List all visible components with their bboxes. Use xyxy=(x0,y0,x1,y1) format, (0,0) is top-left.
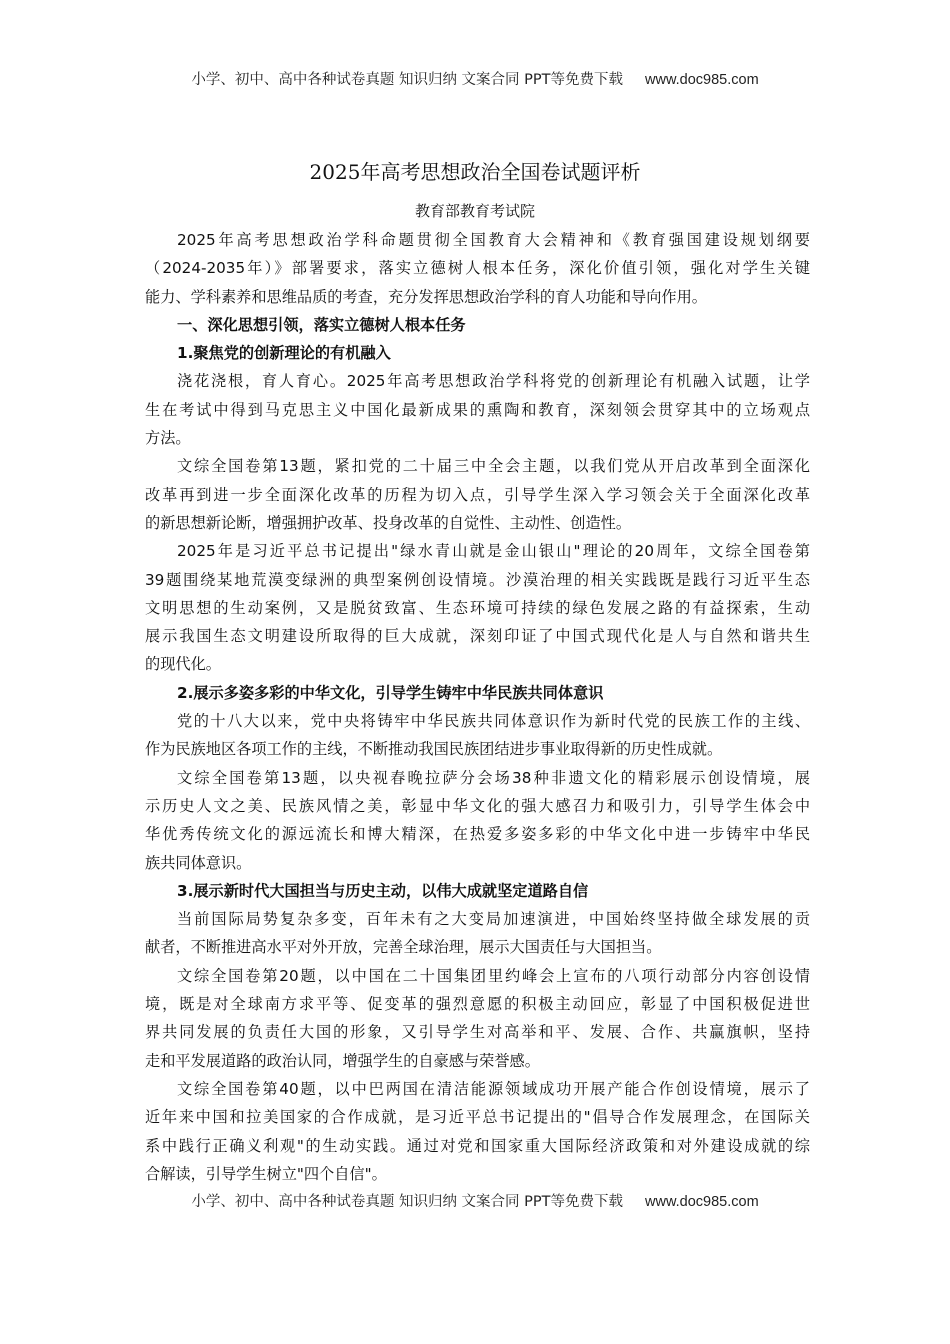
paragraph xyxy=(145,226,810,311)
paragraph xyxy=(145,764,810,877)
paragraph xyxy=(145,367,810,452)
text-line: 的现代化。 xyxy=(145,655,221,674)
page-footer xyxy=(0,1190,950,1211)
text-line: 合解读，引导学生树立"四个自信"。 xyxy=(145,1164,387,1183)
text-line: 文明思想的生动案例，又是脱贫致富、生态环境可持续的绿色发展之路的有益探索，生动 xyxy=(145,598,810,617)
text-line: 文综全国卷第13题，紧扣党的二十届三中全会主题，以我们党从开启改革到全面深化 xyxy=(177,457,810,476)
section-heading xyxy=(145,339,810,367)
text-line: 华优秀传统文化的源远流长和博大精深，在热爱多姿多彩的中华文化中进一步铸牢中华民 xyxy=(145,825,810,844)
document-title: 2025年高考思想政治全国卷试题评析 xyxy=(309,160,641,184)
text-line: 族共同体意识。 xyxy=(145,853,252,872)
text-line: 浇花浇根，育人育心。2025年高考思想政治学科将党的创新理论有机融入试题，让学 xyxy=(177,372,810,391)
text-line: 示历史人文之美、民族风情之美，彰显中华文化的强大感召力和吸引力，引导学生体会中 xyxy=(145,796,810,815)
footer-text: 小学、初中、高中各种试卷真题 知识归纳 文案合同 PPT等免费下载 xyxy=(191,1194,624,1210)
text-line: 2.展示多姿多彩的中华文化，引导学生铸牢中华民族共同体意识 xyxy=(177,683,604,702)
text-line: 系中践行正确义利观"的生动实践。通过对党和国家重大国际经济政策和对外建设成就的综 xyxy=(145,1136,810,1155)
text-line: 方法。 xyxy=(145,429,191,448)
text-line: 作为民族地区各项工作的主线，不断推动我国民族团结进步事业取得新的历史性成就。 xyxy=(145,740,723,759)
text-line: （2024-2035年）》部署要求，落实立德树人根本任务，深化价值引领，强化对学生关键 xyxy=(145,259,810,278)
document-body xyxy=(145,226,810,1188)
text-line: 展示我国生态文明建设所取得的巨大成就，深刻印证了中国式现代化是人与自然和谐共生 xyxy=(145,627,810,646)
paragraph xyxy=(145,1075,810,1188)
text-line: 2025年是习近平总书记提出"绿水青山就是金山银山"理论的20周年，文综全国卷第 xyxy=(177,542,810,561)
text-line: 党的十八大以来，党中央将铸牢中华民族共同体意识作为新时代党的民族工作的主线、 xyxy=(177,712,810,731)
text-line: 改革再到进一步全面深化改革的历程为切入点，引导学生深入学习领会关于全面深化改革 xyxy=(145,485,810,504)
text-line: 一、深化思想引领，落实立德树人根本任务 xyxy=(177,315,466,334)
paragraph xyxy=(145,537,810,678)
paragraph xyxy=(145,905,810,962)
text-line: 当前国际局势复杂多变，百年未有之大变局加速演进，中国始终坚持做全球发展的贡 xyxy=(177,910,810,929)
text-line: 文综全国卷第40题，以中巴两国在清洁能源领域成功开展产能合作创设情境，展示了 xyxy=(177,1079,810,1098)
text-line: 39题围绕某地荒漠变绿洲的典型案例创设情境。沙漠治理的相关实践既是践行习近平生态 xyxy=(145,570,810,589)
paragraph xyxy=(145,707,810,764)
header-url[interactable]: www.doc985.com xyxy=(645,72,759,88)
text-line: 文综全国卷第13题，以央视春晚拉萨分会场38种非遗文化的精彩展示创设情境，展 xyxy=(177,768,810,787)
text-line: 1.聚焦党的创新理论的有机融入 xyxy=(177,344,391,363)
text-line: 走和平发展道路的政治认同，增强学生的自豪感与荣誉感。 xyxy=(145,1051,540,1070)
text-line: 近年来中国和拉美国家的合作成就，是习近平总书记提出的"倡导合作发展理念，在国际关 xyxy=(145,1108,810,1127)
document-author: 教育部教育考试院 xyxy=(414,202,535,220)
text-line: 的新思想新论断，增强拥护改革、投身改革的自觉性、主动性、创造性。 xyxy=(145,513,631,532)
paragraph xyxy=(145,962,810,1075)
text-line: 2025年高考思想政治学科命题贯彻全国教育大会精神和《教育强国建设规划纲要 xyxy=(177,231,810,249)
page-header xyxy=(0,68,950,89)
footer-url[interactable]: www.doc985.com xyxy=(645,1194,759,1210)
text-line: 3.展示新时代大国担当与历史主动，以伟大成就坚定道路自信 xyxy=(177,881,589,900)
text-line: 文综全国卷第20题，以中国在二十国集团里约峰会上宣布的八项行动部分内容创设情 xyxy=(177,966,810,985)
text-line: 界共同发展的负责任大国的形象，又引导学生对高举和平、发展、合作、共赢旗帜，坚持 xyxy=(145,1023,810,1042)
text-line: 境，既是对全球南方求平等、促变革的强烈意愿的积极主动回应，彰显了中国积极促进世 xyxy=(145,995,810,1014)
text-line: 生在考试中得到马克思主义中国化最新成果的熏陶和教育，深刻领会贯穿其中的立场观点 xyxy=(145,400,810,419)
header-text: 小学、初中、高中各种试卷真题 知识归纳 文案合同 PPT等免费下载 xyxy=(191,72,624,88)
section-heading xyxy=(145,679,810,707)
paragraph xyxy=(145,452,810,537)
section-heading xyxy=(145,311,810,339)
text-line: 献者，不断推进高水平对外开放，完善全球治理，展示大国责任与大国担当。 xyxy=(145,938,662,957)
section-heading xyxy=(145,877,810,905)
text-line: 能力、学科素养和思维品质的考查，充分发挥思想政治学科的育人功能和导向作用。 xyxy=(145,287,707,306)
